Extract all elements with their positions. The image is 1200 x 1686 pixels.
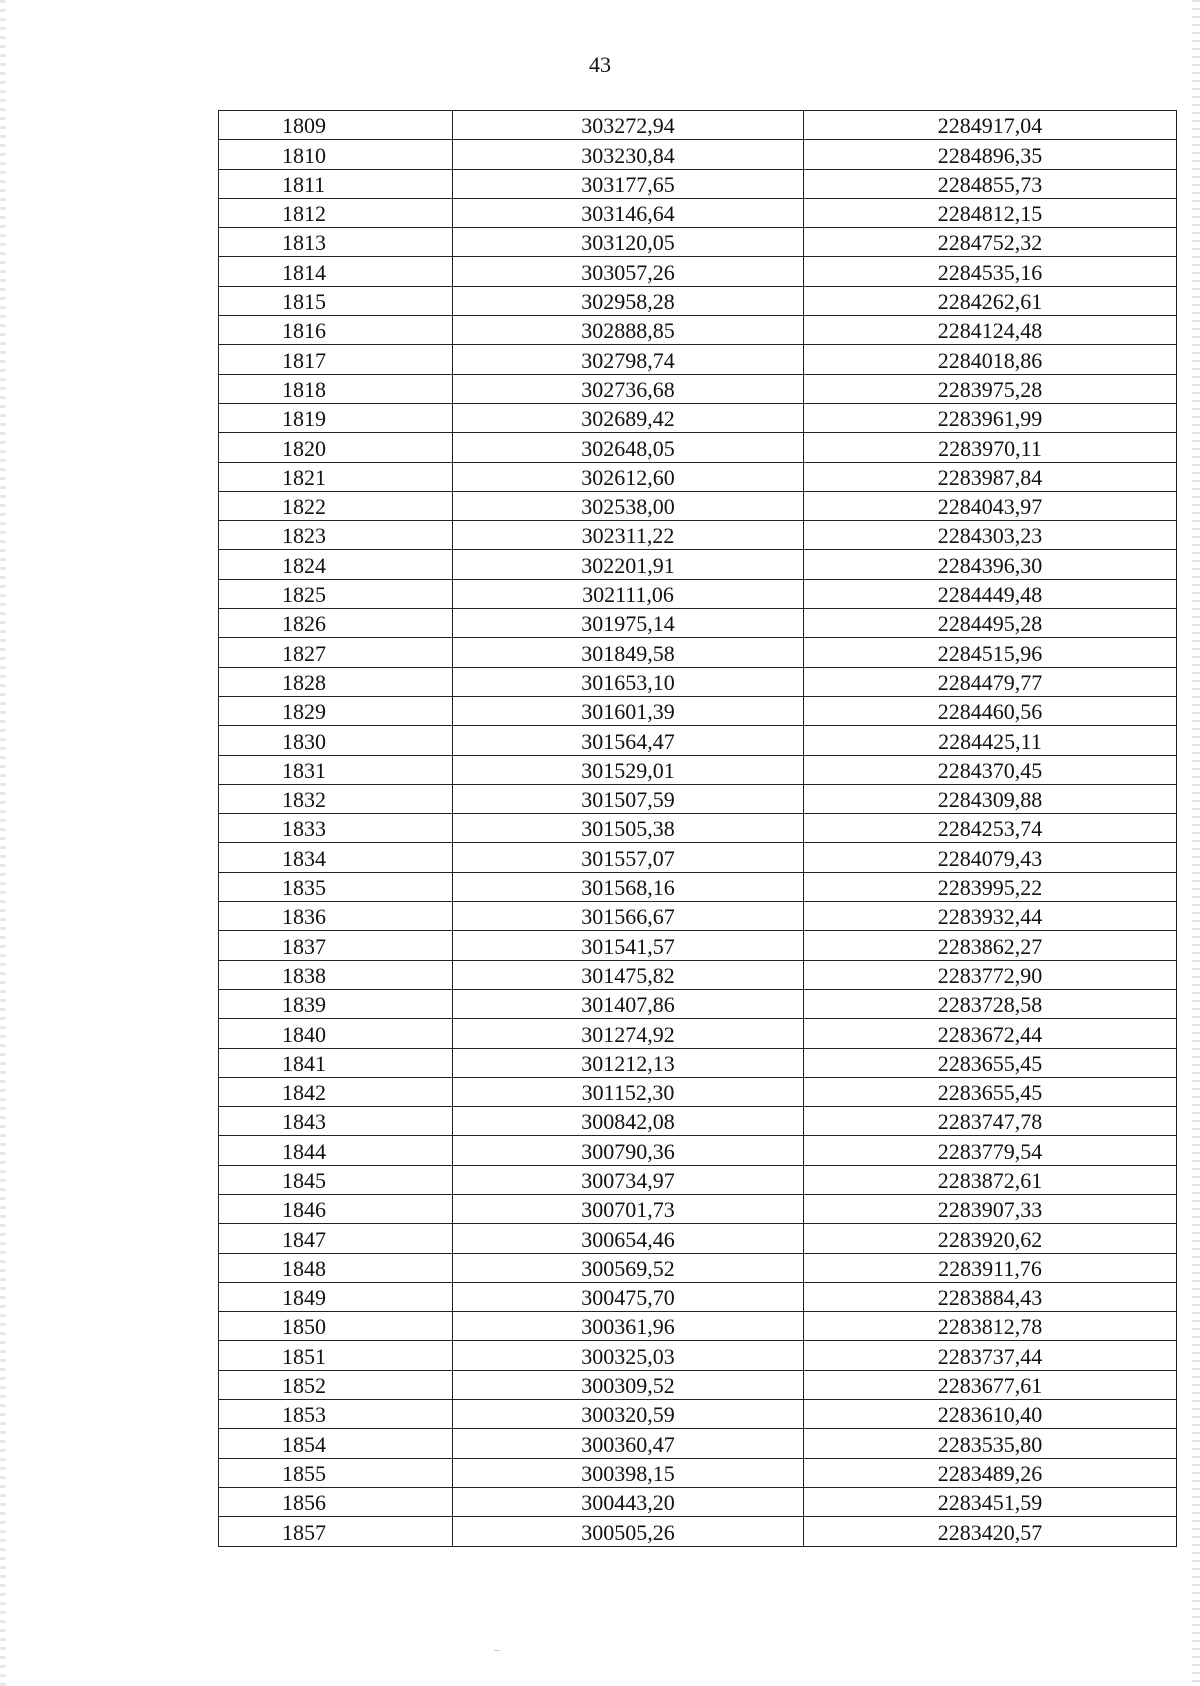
y-coordinate-cell: 2283655,45 bbox=[804, 1077, 1177, 1106]
x-coordinate-cell: 303177,65 bbox=[453, 169, 804, 198]
point-number-cell: 1819 bbox=[219, 403, 453, 432]
table-row bbox=[219, 931, 1177, 960]
table-row bbox=[219, 1282, 1177, 1311]
point-number-cell: 1827 bbox=[219, 638, 453, 667]
x-coordinate-cell: 302538,00 bbox=[453, 491, 804, 520]
x-coordinate-cell: 300842,08 bbox=[453, 1107, 804, 1136]
x-coordinate-cell: 301505,38 bbox=[453, 814, 804, 843]
x-coordinate-cell: 301653,10 bbox=[453, 667, 804, 696]
table-row bbox=[219, 1370, 1177, 1399]
y-coordinate-cell: 2283779,54 bbox=[804, 1136, 1177, 1165]
point-number-cell: 1823 bbox=[219, 521, 453, 550]
point-number-cell: 1815 bbox=[219, 286, 453, 315]
table-row bbox=[219, 1253, 1177, 1282]
x-coordinate-cell: 300654,46 bbox=[453, 1224, 804, 1253]
point-number-cell: 1844 bbox=[219, 1136, 453, 1165]
y-coordinate-cell: 2284124,48 bbox=[804, 316, 1177, 345]
table-row bbox=[219, 696, 1177, 725]
y-coordinate-cell: 2284752,32 bbox=[804, 228, 1177, 257]
y-coordinate-cell: 2284370,45 bbox=[804, 755, 1177, 784]
x-coordinate-cell: 302888,85 bbox=[453, 316, 804, 345]
x-coordinate-cell: 301152,30 bbox=[453, 1077, 804, 1106]
table-row bbox=[219, 403, 1177, 432]
x-coordinate-cell: 301507,59 bbox=[453, 784, 804, 813]
y-coordinate-cell: 2283920,62 bbox=[804, 1224, 1177, 1253]
table-row bbox=[219, 462, 1177, 491]
y-coordinate-cell: 2284253,74 bbox=[804, 814, 1177, 843]
point-number-cell: 1812 bbox=[219, 198, 453, 227]
x-coordinate-cell: 302311,22 bbox=[453, 521, 804, 550]
coordinates-table bbox=[218, 110, 1177, 1547]
y-coordinate-cell: 2283975,28 bbox=[804, 374, 1177, 403]
table-row bbox=[219, 316, 1177, 345]
scan-artifact bbox=[494, 1650, 500, 1651]
y-coordinate-cell: 2284079,43 bbox=[804, 843, 1177, 872]
x-coordinate-cell: 300309,52 bbox=[453, 1370, 804, 1399]
y-coordinate-cell: 2283672,44 bbox=[804, 1019, 1177, 1048]
table-row bbox=[219, 1429, 1177, 1458]
point-number-cell: 1854 bbox=[219, 1429, 453, 1458]
point-number-cell: 1853 bbox=[219, 1400, 453, 1429]
point-number-cell: 1842 bbox=[219, 1077, 453, 1106]
x-coordinate-cell: 300701,73 bbox=[453, 1194, 804, 1223]
x-coordinate-cell: 300360,47 bbox=[453, 1429, 804, 1458]
point-number-cell: 1838 bbox=[219, 960, 453, 989]
y-coordinate-cell: 2283655,45 bbox=[804, 1048, 1177, 1077]
point-number-cell: 1841 bbox=[219, 1048, 453, 1077]
point-number-cell: 1836 bbox=[219, 902, 453, 931]
y-coordinate-cell: 2283995,22 bbox=[804, 872, 1177, 901]
x-coordinate-cell: 302201,91 bbox=[453, 550, 804, 579]
table-row bbox=[219, 1458, 1177, 1487]
x-coordinate-cell: 302798,74 bbox=[453, 345, 804, 374]
y-coordinate-cell: 2283451,59 bbox=[804, 1487, 1177, 1516]
point-number-cell: 1848 bbox=[219, 1253, 453, 1282]
point-number-cell: 1837 bbox=[219, 931, 453, 960]
y-coordinate-cell: 2284479,77 bbox=[804, 667, 1177, 696]
table-row bbox=[219, 1077, 1177, 1106]
point-number-cell: 1855 bbox=[219, 1458, 453, 1487]
x-coordinate-cell: 300790,36 bbox=[453, 1136, 804, 1165]
y-coordinate-cell: 2284396,30 bbox=[804, 550, 1177, 579]
y-coordinate-cell: 2283728,58 bbox=[804, 989, 1177, 1018]
point-number-cell: 1826 bbox=[219, 609, 453, 638]
x-coordinate-cell: 300320,59 bbox=[453, 1400, 804, 1429]
x-coordinate-cell: 301529,01 bbox=[453, 755, 804, 784]
table-row bbox=[219, 1194, 1177, 1223]
x-coordinate-cell: 300443,20 bbox=[453, 1487, 804, 1516]
x-coordinate-cell: 301475,82 bbox=[453, 960, 804, 989]
x-coordinate-cell: 303120,05 bbox=[453, 228, 804, 257]
x-coordinate-cell: 301557,07 bbox=[453, 843, 804, 872]
point-number-cell: 1818 bbox=[219, 374, 453, 403]
scan-edge-left bbox=[0, 0, 6, 1686]
point-number-cell: 1832 bbox=[219, 784, 453, 813]
x-coordinate-cell: 302111,06 bbox=[453, 579, 804, 608]
y-coordinate-cell: 2284018,86 bbox=[804, 345, 1177, 374]
table-row bbox=[219, 755, 1177, 784]
x-coordinate-cell: 303146,64 bbox=[453, 198, 804, 227]
point-number-cell: 1847 bbox=[219, 1224, 453, 1253]
point-number-cell: 1824 bbox=[219, 550, 453, 579]
point-number-cell: 1821 bbox=[219, 462, 453, 491]
y-coordinate-cell: 2284309,88 bbox=[804, 784, 1177, 813]
x-coordinate-cell: 303057,26 bbox=[453, 257, 804, 286]
y-coordinate-cell: 2283907,33 bbox=[804, 1194, 1177, 1223]
point-number-cell: 1852 bbox=[219, 1370, 453, 1399]
y-coordinate-cell: 2283932,44 bbox=[804, 902, 1177, 931]
table-row bbox=[219, 609, 1177, 638]
y-coordinate-cell: 2283772,90 bbox=[804, 960, 1177, 989]
point-number-cell: 1814 bbox=[219, 257, 453, 286]
table-row bbox=[219, 1312, 1177, 1341]
table-row bbox=[219, 521, 1177, 550]
table-row bbox=[219, 140, 1177, 169]
table-row bbox=[219, 491, 1177, 520]
table-row bbox=[219, 550, 1177, 579]
point-number-cell: 1820 bbox=[219, 433, 453, 462]
y-coordinate-cell: 2284460,56 bbox=[804, 696, 1177, 725]
y-coordinate-cell: 2284855,73 bbox=[804, 169, 1177, 198]
table-row bbox=[219, 784, 1177, 813]
point-number-cell: 1816 bbox=[219, 316, 453, 345]
x-coordinate-cell: 301568,16 bbox=[453, 872, 804, 901]
table-row bbox=[219, 286, 1177, 315]
x-coordinate-cell: 301274,92 bbox=[453, 1019, 804, 1048]
x-coordinate-cell: 302612,60 bbox=[453, 462, 804, 491]
y-coordinate-cell: 2284449,48 bbox=[804, 579, 1177, 608]
table-row bbox=[219, 1341, 1177, 1370]
table-body bbox=[219, 111, 1177, 1547]
table-row bbox=[219, 989, 1177, 1018]
y-coordinate-cell: 2283812,78 bbox=[804, 1312, 1177, 1341]
point-number-cell: 1850 bbox=[219, 1312, 453, 1341]
point-number-cell: 1849 bbox=[219, 1282, 453, 1311]
point-number-cell: 1811 bbox=[219, 169, 453, 198]
y-coordinate-cell: 2284917,04 bbox=[804, 111, 1177, 140]
point-number-cell: 1839 bbox=[219, 989, 453, 1018]
x-coordinate-cell: 301541,57 bbox=[453, 931, 804, 960]
table-row bbox=[219, 198, 1177, 227]
table-row bbox=[219, 667, 1177, 696]
point-number-cell: 1822 bbox=[219, 491, 453, 520]
table-row bbox=[219, 169, 1177, 198]
x-coordinate-cell: 300325,03 bbox=[453, 1341, 804, 1370]
table-row bbox=[219, 843, 1177, 872]
point-number-cell: 1845 bbox=[219, 1165, 453, 1194]
x-coordinate-cell: 303272,94 bbox=[453, 111, 804, 140]
point-number-cell: 1810 bbox=[219, 140, 453, 169]
x-coordinate-cell: 300569,52 bbox=[453, 1253, 804, 1282]
point-number-cell: 1857 bbox=[219, 1517, 453, 1546]
x-coordinate-cell: 300398,15 bbox=[453, 1458, 804, 1487]
y-coordinate-cell: 2283961,99 bbox=[804, 403, 1177, 432]
point-number-cell: 1813 bbox=[219, 228, 453, 257]
point-number-cell: 1856 bbox=[219, 1487, 453, 1516]
x-coordinate-cell: 301601,39 bbox=[453, 696, 804, 725]
y-coordinate-cell: 2283737,44 bbox=[804, 1341, 1177, 1370]
point-number-cell: 1846 bbox=[219, 1194, 453, 1223]
y-coordinate-cell: 2283747,78 bbox=[804, 1107, 1177, 1136]
y-coordinate-cell: 2283677,61 bbox=[804, 1370, 1177, 1399]
x-coordinate-cell: 300361,96 bbox=[453, 1312, 804, 1341]
y-coordinate-cell: 2284896,35 bbox=[804, 140, 1177, 169]
table-row bbox=[219, 960, 1177, 989]
y-coordinate-cell: 2283535,80 bbox=[804, 1429, 1177, 1458]
table-row bbox=[219, 433, 1177, 462]
y-coordinate-cell: 2284812,15 bbox=[804, 198, 1177, 227]
y-coordinate-cell: 2284303,23 bbox=[804, 521, 1177, 550]
point-number-cell: 1834 bbox=[219, 843, 453, 872]
scan-edge-right bbox=[1192, 0, 1200, 1686]
x-coordinate-cell: 302958,28 bbox=[453, 286, 804, 315]
table-row bbox=[219, 1136, 1177, 1165]
x-coordinate-cell: 302648,05 bbox=[453, 433, 804, 462]
table-row bbox=[219, 1107, 1177, 1136]
point-number-cell: 1829 bbox=[219, 696, 453, 725]
table-row bbox=[219, 814, 1177, 843]
table-row bbox=[219, 1517, 1177, 1546]
y-coordinate-cell: 2283987,84 bbox=[804, 462, 1177, 491]
x-coordinate-cell: 302689,42 bbox=[453, 403, 804, 432]
y-coordinate-cell: 2283911,76 bbox=[804, 1253, 1177, 1282]
point-number-cell: 1809 bbox=[219, 111, 453, 140]
point-number-cell: 1840 bbox=[219, 1019, 453, 1048]
y-coordinate-cell: 2283862,27 bbox=[804, 931, 1177, 960]
x-coordinate-cell: 302736,68 bbox=[453, 374, 804, 403]
point-number-cell: 1817 bbox=[219, 345, 453, 374]
y-coordinate-cell: 2283489,26 bbox=[804, 1458, 1177, 1487]
table-row bbox=[219, 872, 1177, 901]
table-row bbox=[219, 1400, 1177, 1429]
x-coordinate-cell: 301566,67 bbox=[453, 902, 804, 931]
table-row bbox=[219, 257, 1177, 286]
table-row bbox=[219, 579, 1177, 608]
point-number-cell: 1830 bbox=[219, 726, 453, 755]
point-number-cell: 1831 bbox=[219, 755, 453, 784]
table-row bbox=[219, 111, 1177, 140]
y-coordinate-cell: 2283872,61 bbox=[804, 1165, 1177, 1194]
y-coordinate-cell: 2284535,16 bbox=[804, 257, 1177, 286]
point-number-cell: 1835 bbox=[219, 872, 453, 901]
table-row bbox=[219, 726, 1177, 755]
table-row bbox=[219, 1048, 1177, 1077]
x-coordinate-cell: 301407,86 bbox=[453, 989, 804, 1018]
y-coordinate-cell: 2283610,40 bbox=[804, 1400, 1177, 1429]
y-coordinate-cell: 2284515,96 bbox=[804, 638, 1177, 667]
page-number: 43 bbox=[589, 52, 611, 77]
x-coordinate-cell: 303230,84 bbox=[453, 140, 804, 169]
point-number-cell: 1843 bbox=[219, 1107, 453, 1136]
x-coordinate-cell: 301564,47 bbox=[453, 726, 804, 755]
y-coordinate-cell: 2284425,11 bbox=[804, 726, 1177, 755]
y-coordinate-cell: 2283970,11 bbox=[804, 433, 1177, 462]
y-coordinate-cell: 2284043,97 bbox=[804, 491, 1177, 520]
x-coordinate-cell: 301212,13 bbox=[453, 1048, 804, 1077]
table-row bbox=[219, 638, 1177, 667]
y-coordinate-cell: 2284495,28 bbox=[804, 609, 1177, 638]
point-number-cell: 1833 bbox=[219, 814, 453, 843]
table-row bbox=[219, 345, 1177, 374]
x-coordinate-cell: 300475,70 bbox=[453, 1282, 804, 1311]
table-row bbox=[219, 1487, 1177, 1516]
table-row bbox=[219, 902, 1177, 931]
point-number-cell: 1828 bbox=[219, 667, 453, 696]
table-row bbox=[219, 374, 1177, 403]
table-row bbox=[219, 1165, 1177, 1194]
x-coordinate-cell: 300505,26 bbox=[453, 1517, 804, 1546]
y-coordinate-cell: 2284262,61 bbox=[804, 286, 1177, 315]
table-row bbox=[219, 228, 1177, 257]
table-row bbox=[219, 1224, 1177, 1253]
point-number-cell: 1825 bbox=[219, 579, 453, 608]
y-coordinate-cell: 2283884,43 bbox=[804, 1282, 1177, 1311]
table-row bbox=[219, 1019, 1177, 1048]
x-coordinate-cell: 301975,14 bbox=[453, 609, 804, 638]
point-number-cell: 1851 bbox=[219, 1341, 453, 1370]
y-coordinate-cell: 2283420,57 bbox=[804, 1517, 1177, 1546]
x-coordinate-cell: 301849,58 bbox=[453, 638, 804, 667]
x-coordinate-cell: 300734,97 bbox=[453, 1165, 804, 1194]
